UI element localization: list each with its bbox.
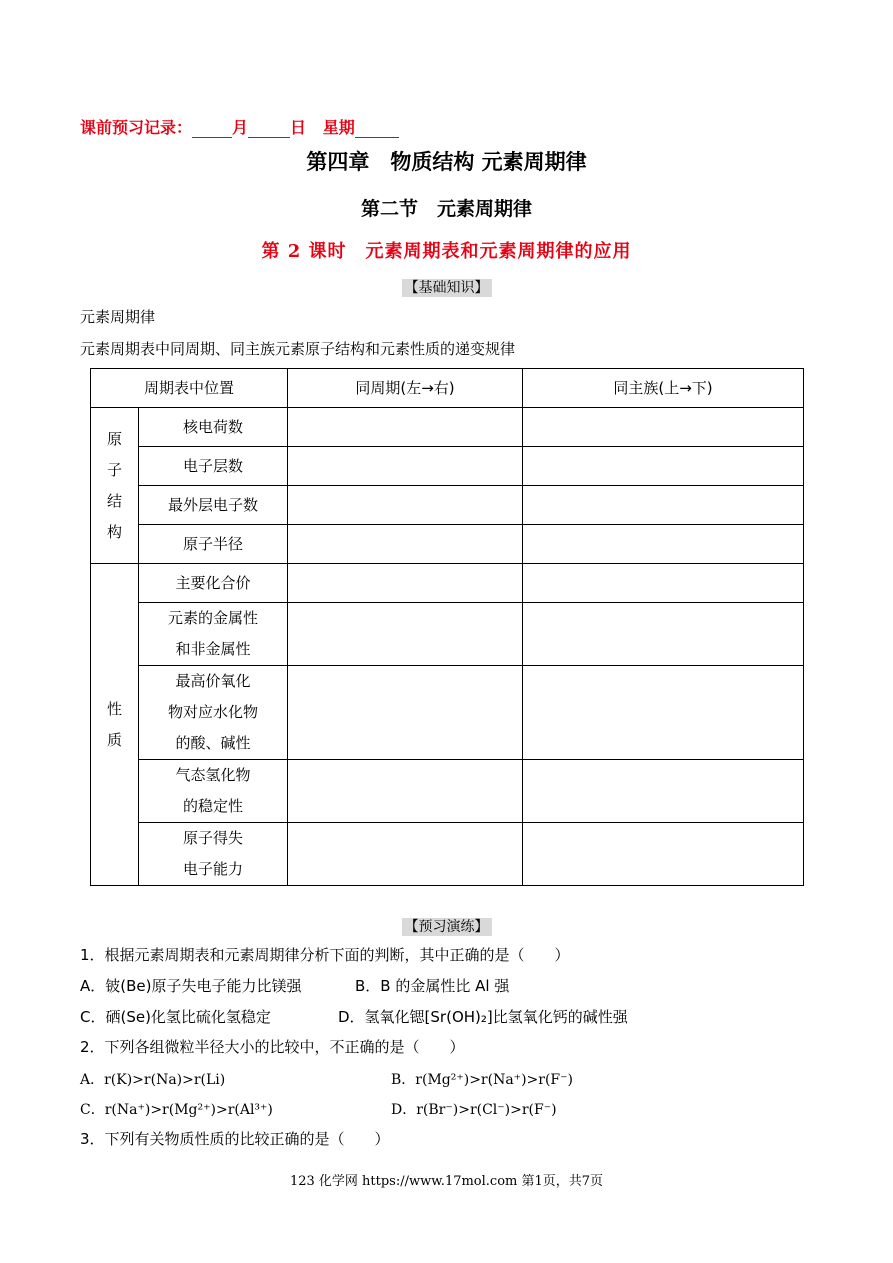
- chapter-title: 第四章 物质结构 元素周期律: [306, 149, 587, 174]
- answer-cell: [288, 408, 523, 447]
- row-label: 最外层电子数: [139, 486, 288, 525]
- answer-cell: [523, 666, 804, 760]
- answer-cell: [523, 760, 804, 823]
- basic-intro: 元素周期表中同周期、同主族元素原子结构和元素性质的递变规律: [80, 340, 516, 358]
- answer-cell: [288, 760, 523, 823]
- page-footer: 123 化学网 https://www.17mol.com 第1页，共7页: [289, 1174, 604, 1189]
- day-label: 日: [290, 118, 307, 137]
- group-label-atomic-structure: 原 子 结 构: [91, 408, 139, 564]
- table-row: [91, 760, 804, 823]
- lesson-title: 第 2 课时 元素周期表和元素周期律的应用: [261, 241, 632, 262]
- row-label: 气态氢化物 的稳定性: [139, 760, 288, 823]
- answer-cell: [523, 447, 804, 486]
- basic-knowledge-tag: 【基础知识】: [0, 277, 893, 297]
- answer-cell: [288, 564, 523, 603]
- question-2-option-c: C．r(Na⁺)>r(Mg²⁺)>r(Al³⁺): [80, 1102, 273, 1118]
- record-label: 课前预习记录：: [80, 118, 193, 137]
- col-header-position: 周期表中位置: [91, 369, 288, 408]
- answer-cell: [523, 564, 804, 603]
- row-label: 最高价氧化 物对应水化物 的酸、碱性: [139, 666, 288, 760]
- question-2-option-b: B．r(Mg²⁺)>r(Na⁺)>r(F⁻): [391, 1072, 573, 1088]
- week-label: 星期: [322, 118, 355, 137]
- answer-cell: [288, 823, 523, 886]
- section-title: 第二节 元素周期律: [360, 198, 532, 220]
- table-row: [91, 603, 804, 666]
- question-1-option-d: D．氢氧化锶[Sr(OH)₂]比氢氧化钙的碱性强: [338, 1008, 628, 1026]
- week-blank: [355, 119, 399, 138]
- table-row: [91, 525, 804, 564]
- answer-cell: [288, 525, 523, 564]
- table-row: [91, 447, 804, 486]
- question-1-option-a: A．铍(Be)原子失电子能力比镁强: [80, 977, 302, 995]
- practice-tag: 【预习演练】: [0, 916, 893, 936]
- periodic-law-table: [90, 368, 804, 886]
- table-row: [91, 666, 804, 760]
- question-2-stem: 2．下列各组微粒半径大小的比较中，不正确的是（ ）: [80, 1038, 465, 1056]
- row-label: 核电荷数: [139, 408, 288, 447]
- answer-cell: [523, 603, 804, 666]
- table-row: [91, 408, 804, 447]
- table-row: [91, 823, 804, 886]
- row-label: 原子得失 电子能力: [139, 823, 288, 886]
- table-header-row: [91, 369, 804, 408]
- question-2-option-d: D．r(Br⁻)>r(Cl⁻)>r(F⁻): [391, 1102, 557, 1118]
- answer-cell: [288, 603, 523, 666]
- row-label: 元素的金属性 和非金属性: [139, 603, 288, 666]
- answer-cell: [288, 447, 523, 486]
- question-3-stem: 3．下列有关物质性质的比较正确的是（ ）: [80, 1130, 390, 1148]
- question-2-option-a: A．r(K)>r(Na)>r(Li): [80, 1072, 226, 1088]
- basic-heading: 元素周期律: [80, 308, 156, 326]
- answer-cell: [523, 525, 804, 564]
- row-label: 主要化合价: [139, 564, 288, 603]
- row-label: 电子层数: [139, 447, 288, 486]
- answer-cell: [523, 408, 804, 447]
- answer-cell: [288, 486, 523, 525]
- question-1-option-c: C．硒(Se)化氢比硫化氢稳定: [80, 1008, 271, 1026]
- question-1-stem: 1．根据元素周期表和元素周期律分析下面的判断，其中正确的是（ ）: [80, 946, 570, 964]
- month-label: 月: [232, 118, 249, 137]
- row-label: 原子半径: [139, 525, 288, 564]
- question-1-option-b: B．B 的金属性比 Al 强: [355, 977, 510, 995]
- col-header-same-period: 同周期(左→右): [288, 369, 523, 408]
- table-row: [91, 486, 804, 525]
- day-blank: [248, 119, 290, 138]
- answer-cell: [523, 823, 804, 886]
- col-header-same-group: 同主族(上→下): [523, 369, 804, 408]
- group-label-properties: 性 质: [91, 564, 139, 886]
- answer-cell: [523, 486, 804, 525]
- preview-record-line: [80, 115, 399, 138]
- month-blank: [192, 119, 232, 138]
- table-row: [91, 564, 804, 603]
- answer-cell: [288, 666, 523, 760]
